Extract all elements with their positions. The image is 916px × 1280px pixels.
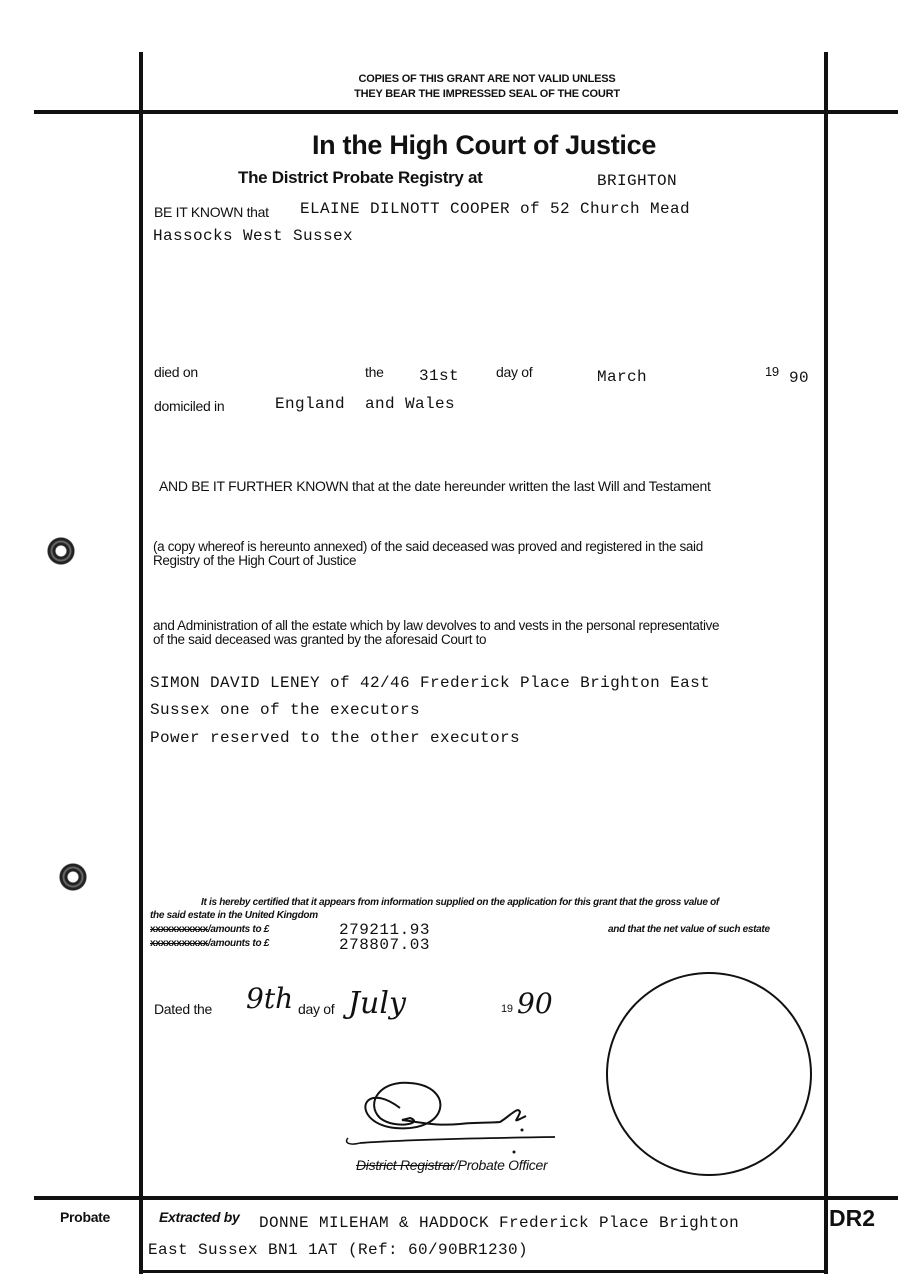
court-title: In the High Court of Justice [311,130,657,160]
certificate-line-2: the said estate in the United Kingdom [150,910,318,921]
court-seal-circle [606,972,812,1176]
administration-line-1: and Administration of all the estate which by law devolves to and vests in the personal representative [153,618,720,633]
deceased-name-line-1: ELAINE DILNOTT COOPER of 52 Church Mead [300,200,691,218]
officer-rest: /Probate Officer [454,1157,548,1173]
frame-left-rule [139,52,143,1274]
footer-bottom-rule [139,1270,828,1273]
death-year-prefix: 19 [765,364,779,379]
registry-label: The District Probate Registry at [238,168,483,187]
registry-place: BRIGHTON [597,172,678,190]
gross-prefix-struck: xxxxxxxxxxx [150,924,208,935]
administration-text [153,619,821,647]
copy-annexed-line-1: (a copy whereof is hereunto annexed) of the said deceased was proved and registered in the said [153,539,703,554]
dated-year-suffix: 90 [517,987,553,1020]
extracted-label: Extracted by [159,1209,240,1225]
extracted-line-2: East Sussex BN1 1AT (Ref: 60/90BR1230) [148,1241,529,1259]
dated-month: July [348,986,406,1021]
grantee-line-3: Power reserved to the other executors [150,729,521,747]
death-year-suffix: 90 [789,369,810,387]
gross-value-row [150,924,269,935]
be-it-known-label: BE IT KNOWN that [154,204,269,220]
form-code: DR2 [829,1205,876,1231]
copy-annexed-line-2: Registry of the High Court of Justice [153,553,357,568]
administration-line-2: of the said deceased was granted by the aforesaid Court to [153,632,487,647]
death-day: 31st [419,367,460,385]
top-rule [34,110,898,114]
frame-right-rule [824,52,828,1274]
net-prefix-struck: xxxxxxxxxxx [150,938,208,949]
grantee-line-2: Sussex one of the executors [150,701,421,719]
net-value: 278807.03 [339,936,430,954]
official-signature [340,1068,570,1158]
officer-struck: District Registrar [356,1157,455,1173]
dated-year-prefix: 19 [501,1003,513,1015]
grantee-line-1: SIMON DAVID LENEY of 42/46 Frederick Place Brighton East [150,674,711,692]
validity-notice [237,73,737,100]
domicile-value: England and Wales [275,395,456,413]
punch-hole-lower [58,862,88,892]
day-of-label: day of [496,364,533,380]
notice-line-1: COPIES OF THIS GRANT ARE NOT VALID UNLESS [358,73,616,85]
died-on-label: died on [154,364,198,380]
net-label: /amounts to £ [207,938,269,949]
notice-line-2: THEY BEAR THE IMPRESSED SEAL OF THE COURT [354,88,620,100]
further-known-text: AND BE IT FURTHER KNOWN that at the date hereunder written the last Will and Testament [159,478,711,494]
the-label: the [365,364,384,380]
net-value-note: and that the net value of such estate [608,924,770,935]
probate-side-label: Probate [60,1209,111,1225]
net-value-row [150,938,269,949]
dated-label: Dated the [154,1001,213,1017]
gross-label: /amounts to £ [207,924,269,935]
copy-annexed-text [153,540,821,568]
extracted-line-1: DONNE MILEHAM & HADDOCK Frederick Place Brighton [259,1214,740,1232]
death-month: March [597,368,648,386]
deceased-name-line-2: Hassocks West Sussex [153,227,354,245]
dated-day-of-label: day of [298,1001,335,1017]
punch-hole-upper [46,536,76,566]
dated-day: 9th [246,982,294,1015]
domiciled-label: domiciled in [154,398,225,414]
gross-value: 279211.93 [339,921,430,939]
certificate-line-1: It is hereby certified that it appears from information supplied on the application for this grant that the gross value of [201,897,719,908]
officer-title [356,1157,547,1173]
bottom-rule [34,1196,898,1200]
